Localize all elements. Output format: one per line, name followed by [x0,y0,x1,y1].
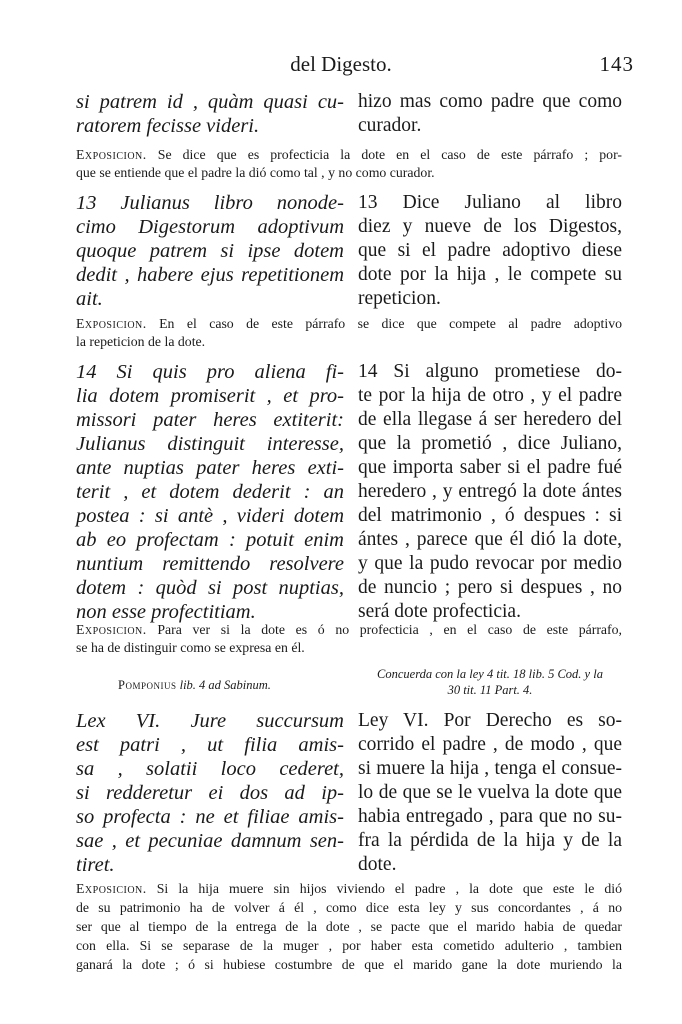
latin-line: Lex VI. Jure succursum [76,710,344,732]
spanish-line: si muere la hija , tenga el consue- [358,758,622,779]
exposicion-label: Exposicion. [76,881,147,896]
source-citation [118,677,338,693]
spanish-line: del matrimonio , ó despues : si [358,505,622,526]
latin-line: si patrem id , quàm quasi cu- [76,91,344,113]
latin-line: Julianus distinguit interesse, [76,433,344,455]
page-number: 143 [599,52,634,76]
latin-line: 13 Julianus libro nonode- [76,192,344,214]
spanish-text-block-1 [358,90,622,138]
latin-line: ratorem fecisse videri. [76,115,260,137]
latin-line: si redderetur ei dos ad ip- [76,782,344,804]
latin-text-block-4 [76,709,344,877]
latin-line: terit , et dotem dederit : an [76,481,344,503]
latin-line: non esse profectitiam. [76,601,256,623]
spanish-line: hizo mas como padre que como [358,91,622,112]
latin-line: 14 Si quis pro aliena fi- [76,361,344,383]
spanish-line: repeticion. [358,288,441,309]
latin-line: postea : si antè , videri dotem [76,505,344,527]
spanish-line: heredero , y entregó la dote ántes [358,481,622,502]
latin-line: dedit , habere ejus repetitionem [76,264,344,286]
exposicion-line: se ha de distinguir como se expresa en él. [76,640,305,655]
spanish-line: 14 Si alguno prometiese do- [358,361,622,382]
exposicion-line: que se entiende que el padre la dió como tal , y no como curador. [76,165,435,180]
concordance-line: Concuerda con la ley 4 tit. 18 lib. 5 Cod. y la [377,667,603,681]
exposicion-line: ser que al tiempo de la entrega de la dote , se pacte que el marido habia de quedar [76,919,622,934]
latin-line: sae , et pecuniae damnum sen- [76,830,344,852]
latin-line: sa , solatii loco cederet, [76,758,344,780]
spanish-line: que la prometió , dice Juliano, [358,433,622,454]
exposicion-label: Exposicion. [76,147,147,162]
source-reference: lib. 4 ad Sabinum. [176,678,271,692]
exposicion-paragraph-2 [76,315,622,351]
spanish-line: de nuncio ; pero si despues , no [358,577,622,598]
latin-line: lia dotem promiserit , et pro- [76,385,344,407]
spanish-text-block-4 [358,709,622,877]
spanish-line: y que la pudo revocar por medio [358,553,622,574]
spanish-line: de ella llegase á ser heredero del [358,409,622,430]
concordance-note [358,666,622,698]
spanish-line: diez y nueve de los Digestos, [358,216,622,237]
spanish-text-block-3 [358,360,622,624]
exposicion-line: la repeticion de la dote. [76,334,206,349]
spanish-line: dote. [358,854,397,875]
spanish-line: dote por la hija , le compete su [358,264,622,285]
exposicion-line: Para ver si la dote es ó no profecticia , en el caso de este párrafo, [146,622,622,637]
latin-line: missori pater heres extiterit: [76,409,344,431]
source-author: Pomponius [118,678,177,692]
spanish-text-block-2 [358,191,622,311]
spanish-line: será dote profecticia. [358,601,521,622]
latin-line: so profecta : ne et filiae amis- [76,806,344,828]
exposicion-line: Se dice que es profecticia la dote en el caso de este párrafo ; por- [146,147,622,162]
exposicion-label: Exposicion. [76,316,147,331]
spanish-line: habia entregado , para que no su- [358,806,622,827]
spanish-line: corrido el padre , de modo , que [358,734,622,755]
latin-line: tiret. [76,854,115,876]
latin-line: cimo Digestorum adoptivum [76,216,344,238]
exposicion-label: Exposicion. [76,622,147,637]
spanish-line: ántes , parece que él dió la dote, [358,529,622,550]
exposicion-paragraph-1 [76,146,622,182]
spanish-line: que importa saber si el padre fué [358,457,622,478]
exposicion-line: con ella. Si se separase de la muger , por haber esta cometido adulterio , tambien [76,938,622,953]
latin-text-block-2 [76,191,344,311]
spanish-line: fra la pérdida de la hija y de la [358,830,622,851]
spanish-line: 13 Dice Juliano al libro [358,192,622,213]
latin-line: ait. [76,288,103,310]
concordance-line: 30 tit. 11 Part. 4. [447,683,533,697]
latin-text-block-1 [76,90,344,138]
latin-line: dotem : quòd si post nuptias, [76,577,344,599]
exposicion-line: Si la hija muere sin hijos viviendo el padre , la dote que este le dió [146,881,622,896]
exposicion-line: ganará la dote ; ó si hubiese costumbre de que el marido gane la dote muriendo la [76,957,622,972]
exposicion-paragraph-4 [76,879,622,974]
spanish-line: lo de que se le vuelva la dote que [358,782,622,803]
spanish-line: te por la hija de otro , y el padre [358,385,622,406]
latin-line: quoque patrem si ipse dotem [76,240,344,262]
exposicion-line: En el caso de este párrafo se dice que compete al padre adoptivo [146,316,622,331]
running-header-title: del Digesto. [290,52,392,76]
spanish-line: curador. [358,115,422,136]
exposicion-line: de su patrimonio ha de volver á él , como dice esta ley y sus concordantes , á no [76,900,622,915]
spanish-line: Ley VI. Por Derecho es so- [358,710,622,731]
latin-line: ab eo profectam : potuit enim [76,529,344,551]
latin-line: ante nuptias pater heres exti- [76,457,344,479]
exposicion-paragraph-3 [76,621,622,657]
spanish-line: que si el padre adoptivo diese [358,240,622,261]
latin-line: est patri , ut filia amis- [76,734,344,756]
latin-text-block-3 [76,360,344,624]
latin-line: nuntium remittendo resolvere [76,553,344,575]
